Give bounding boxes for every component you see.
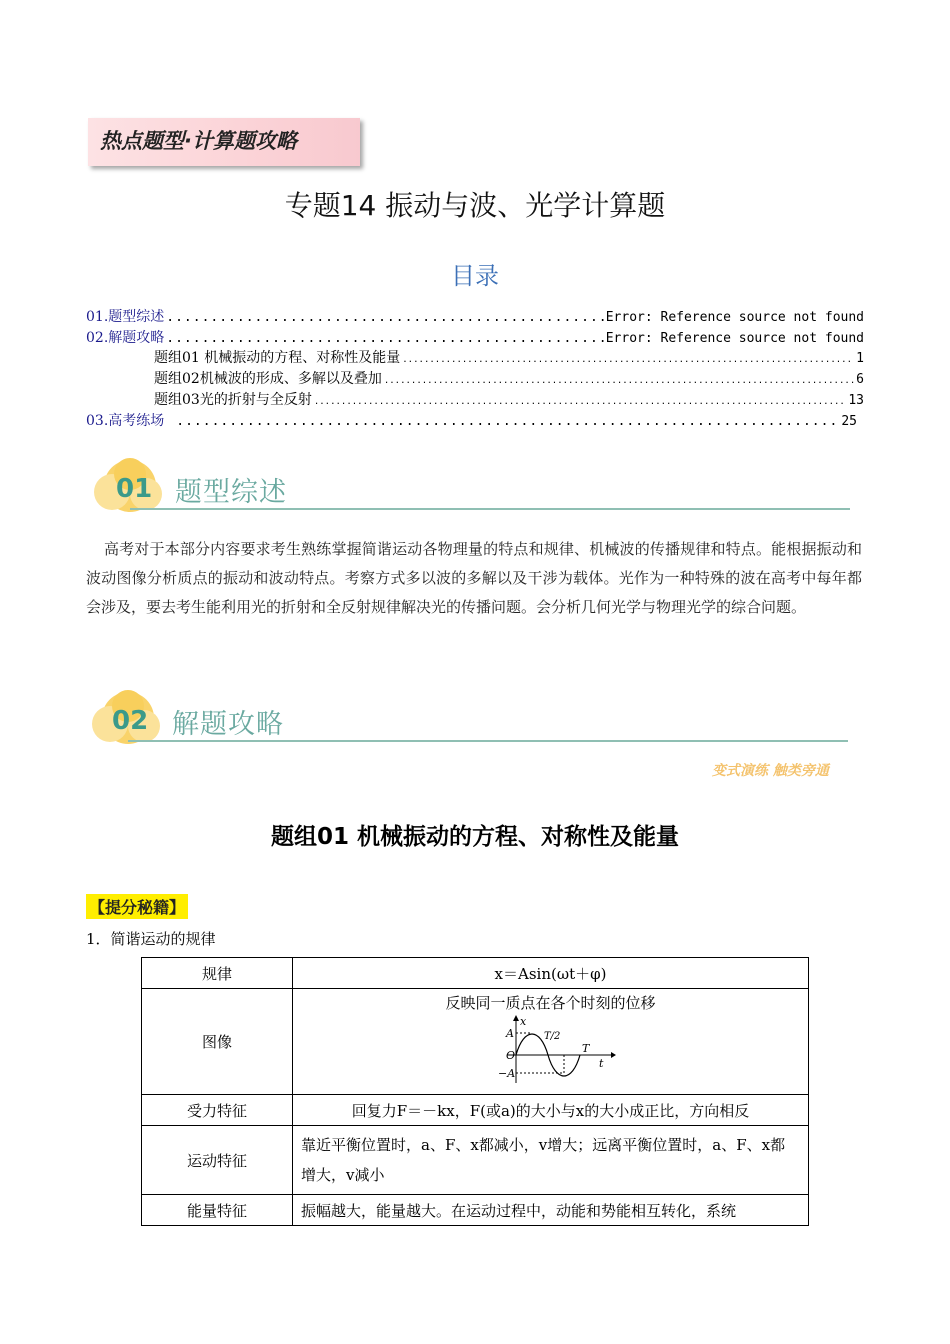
origin-label: O xyxy=(505,1049,515,1062)
row-value: 振幅越大，能量越大。在运动过程中，动能和势能相互转化，系统 xyxy=(293,1195,809,1226)
document-title: 专题14 振动与波、光学计算题 xyxy=(284,189,666,222)
half-period-label: T/2 xyxy=(543,1031,560,1042)
row-value: 反映同一质点在各个时刻的位移 xyxy=(445,994,656,1012)
row-key: 能量特征 xyxy=(142,1195,293,1226)
row-key: 图像 xyxy=(142,989,293,1095)
tip-label: 【提分秘籍】 xyxy=(86,894,188,919)
table-row xyxy=(142,1095,809,1126)
table-row xyxy=(142,989,809,1095)
overview-paragraph: 高考对于本部分内容要求考生熟练掌握简谐运动各物理量的特点和规律、机械波的传播规律和特点。能根据振动和波动图像分析质点的振动和波动特点。考察方式多以波的多解以及干涉为载体。光作为一种特殊的波在高考中每年都会涉及，要去考生能利用光的折射和全反射规律解决光的传播问题。会分析几何光学与物理光学的综合问题。 xyxy=(86,540,862,616)
section-number: 02 xyxy=(112,706,149,736)
row-key: 规律 xyxy=(142,958,293,989)
toc-entry[interactable]: 题组01 机械振动的方程、对称性及能量 ..... 1 xyxy=(154,347,864,367)
toc-entry[interactable]: 03.高考练场 ..... 25 xyxy=(86,410,857,430)
toc-entry[interactable]: 02.解题攻略 ..... Error: Reference source not found xyxy=(86,327,864,347)
row-value: 回复力F＝－kx，F(或a)的大小与x的大小成正比，方向相反 xyxy=(293,1095,809,1126)
toc-entry[interactable]: 题组02机械波的形成、多解以及叠加 ..... 6 xyxy=(154,368,864,388)
x-axis-label: t xyxy=(598,1057,603,1070)
sine-graph xyxy=(486,1015,616,1085)
section-divider xyxy=(128,740,848,742)
section-title: 题型综述 xyxy=(175,477,287,508)
toc-entry[interactable]: 题组03光的折射与全反射 ..... 13 xyxy=(154,389,864,409)
graph-cell xyxy=(293,989,809,1095)
section-number: 01 xyxy=(116,474,153,504)
rules-table xyxy=(141,957,809,1226)
section-title: 解题攻略 xyxy=(172,709,284,740)
period-label: T xyxy=(581,1042,589,1055)
toc-entry[interactable]: 01.题型综述 ..... Error: Reference source not found xyxy=(86,306,864,326)
group-title: 题组01 机械振动的方程、对称性及能量 xyxy=(270,824,679,850)
row-value: x＝Asin(ωt＋φ) xyxy=(293,958,809,989)
amp-neg-label: −A xyxy=(497,1067,515,1080)
topic-banner xyxy=(88,118,360,166)
section-tagline: 变式演练 触类旁通 xyxy=(712,763,829,779)
y-axis-label: x xyxy=(519,1015,526,1028)
row-value: 靠近平衡位置时，a、F、x都减小，v增大；远离平衡位置时，a、F、x都增大，v减小 xyxy=(293,1126,809,1195)
table-row xyxy=(142,1126,809,1195)
section-divider xyxy=(130,508,850,510)
table-row xyxy=(142,958,809,989)
amp-pos-label: A xyxy=(505,1027,514,1040)
item-heading: 1．简谐运动的规律 xyxy=(86,930,216,948)
row-key: 受力特征 xyxy=(142,1095,293,1126)
row-key: 运动特征 xyxy=(142,1126,293,1195)
table-row xyxy=(142,1195,809,1226)
toc-title: 目录 xyxy=(451,262,499,290)
banner-text: 热点题型·计算题攻略 xyxy=(100,129,297,153)
